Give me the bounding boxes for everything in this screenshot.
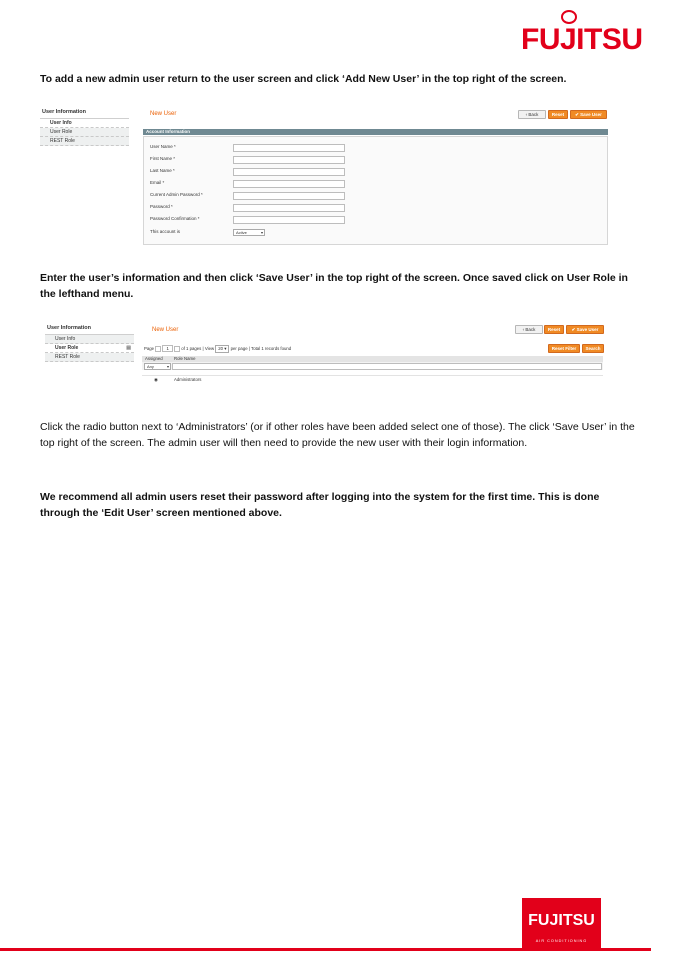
firstname-input[interactable]: [233, 156, 345, 164]
per-page-text: per page: [230, 346, 248, 351]
status-select[interactable]: [233, 229, 265, 236]
search-button[interactable]: Search: [582, 344, 604, 353]
back-button[interactable]: ‹ Back: [515, 325, 543, 334]
field-label-username: User Name *: [150, 144, 176, 149]
sidebar-item-rest-role[interactable]: REST Role: [40, 137, 129, 146]
logo-infinity-mark: [561, 10, 577, 24]
assigned-filter-select[interactable]: [144, 363, 171, 370]
field-label-password: Password *: [150, 204, 173, 209]
logo-subtitle: AIR CONDITIONING: [535, 939, 588, 943]
back-button[interactable]: ‹ Back: [518, 110, 546, 119]
chevron-down-icon: ▾: [260, 230, 263, 235]
save-label: Save User: [580, 112, 602, 117]
status-value: Active: [236, 230, 247, 235]
column-assigned: Assigned: [145, 356, 163, 361]
logo-text: FUJITSU: [528, 912, 595, 929]
role-name-filter-input[interactable]: [172, 363, 602, 370]
field-label-status: This account is: [150, 229, 181, 234]
table-row: [142, 375, 603, 383]
save-user-button[interactable]: ✔ Save User: [566, 325, 604, 334]
footer-divider: [0, 948, 651, 951]
reset-button[interactable]: Reset: [544, 325, 564, 334]
filter-value: Any: [147, 364, 154, 369]
fujitsu-logo-bottom: [522, 898, 601, 951]
sidebar-item-user-info[interactable]: User Info: [40, 119, 129, 128]
role-name-cell: Administrators: [174, 377, 202, 382]
field-label-lastname: Last Name *: [150, 168, 175, 173]
fujitsu-logo-top: [521, 10, 643, 60]
prev-page-button[interactable]: [155, 346, 161, 352]
field-label-firstname: First Name *: [150, 156, 176, 161]
account-information-header: Account Information: [143, 129, 608, 135]
password-input[interactable]: [233, 204, 345, 212]
logo-text: FUJITSU: [521, 23, 643, 56]
field-label-email: Email *: [150, 180, 165, 185]
back-label: Back: [528, 112, 539, 117]
view-value: 20: [218, 346, 224, 351]
username-input[interactable]: [233, 144, 345, 152]
instruction-paragraph-1: To add a new admin user return to the user screen and click ‘Add New User’ in the top right of the screen.: [40, 73, 567, 85]
email-input[interactable]: [233, 180, 345, 188]
sidebar-item-user-info[interactable]: User Info: [45, 335, 134, 344]
edit-icon: ▤: [126, 345, 131, 351]
page-title: New User: [152, 327, 179, 333]
sidebar-item-rest-role[interactable]: REST Role: [45, 353, 134, 362]
current-password-input[interactable]: [233, 192, 345, 200]
page-label: Page: [144, 346, 155, 351]
grid-filter-row: [142, 362, 603, 370]
password-confirm-input[interactable]: [233, 216, 345, 224]
sidebar-title: User Information: [40, 108, 129, 119]
pager: Page 1 of 1 pages | View 20 ▾ per page | Total 1 records found: [144, 346, 292, 351]
back-label: Back: [525, 327, 536, 332]
screenshot-new-user-form: [40, 108, 608, 246]
user-role-label: User Role: [55, 345, 79, 351]
role-radio-button[interactable]: ◉: [154, 377, 158, 382]
reset-button[interactable]: Reset: [548, 110, 568, 119]
lastname-input[interactable]: [233, 168, 345, 176]
reset-filter-button[interactable]: Reset Filter: [548, 344, 580, 353]
page-title: New User: [150, 111, 177, 117]
sidebar: [45, 324, 134, 362]
view-label: View: [204, 346, 215, 351]
recommendation-paragraph: We recommend all admin users reset their password after logging into the system for the first time. This is done through the ‘Edit User’ screen mentioned above.: [40, 491, 600, 519]
sidebar: [40, 108, 129, 146]
screenshot-user-role: [45, 324, 608, 399]
field-label-current-password: Current Admin Password *: [150, 192, 203, 197]
sidebar-title: User Information: [45, 324, 134, 335]
of-pages-text: of 1 pages: [181, 346, 202, 351]
sidebar-item-user-role[interactable]: [45, 344, 134, 353]
chevron-down-icon: ▾: [166, 364, 169, 369]
field-label-password-confirm: Password Confirmation *: [150, 216, 200, 221]
column-role-name: Role Name: [174, 356, 196, 361]
instruction-paragraph-3: Click the radio button next to ‘Administrators’ (or if other roles have been added select one of those). The click ‘Save User’ in the top right of the screen. The admin user will then need to provide the new user with their login information.: [40, 421, 635, 449]
instruction-paragraph-2: Enter the user’s information and then click ‘Save User’ in the top right of the screen. Once saved click on User Role in the lefthand menu.: [40, 272, 628, 300]
total-records-text: Total 1 records found: [251, 346, 292, 351]
save-label: Save User: [576, 327, 599, 332]
save-user-button[interactable]: ✔ Save User: [570, 110, 607, 119]
sidebar-item-user-role[interactable]: User Role: [40, 128, 129, 137]
view-select[interactable]: 20 ▾: [215, 345, 229, 353]
page-input[interactable]: 1: [162, 345, 172, 352]
next-page-button[interactable]: [174, 346, 180, 352]
account-form: [143, 136, 608, 245]
